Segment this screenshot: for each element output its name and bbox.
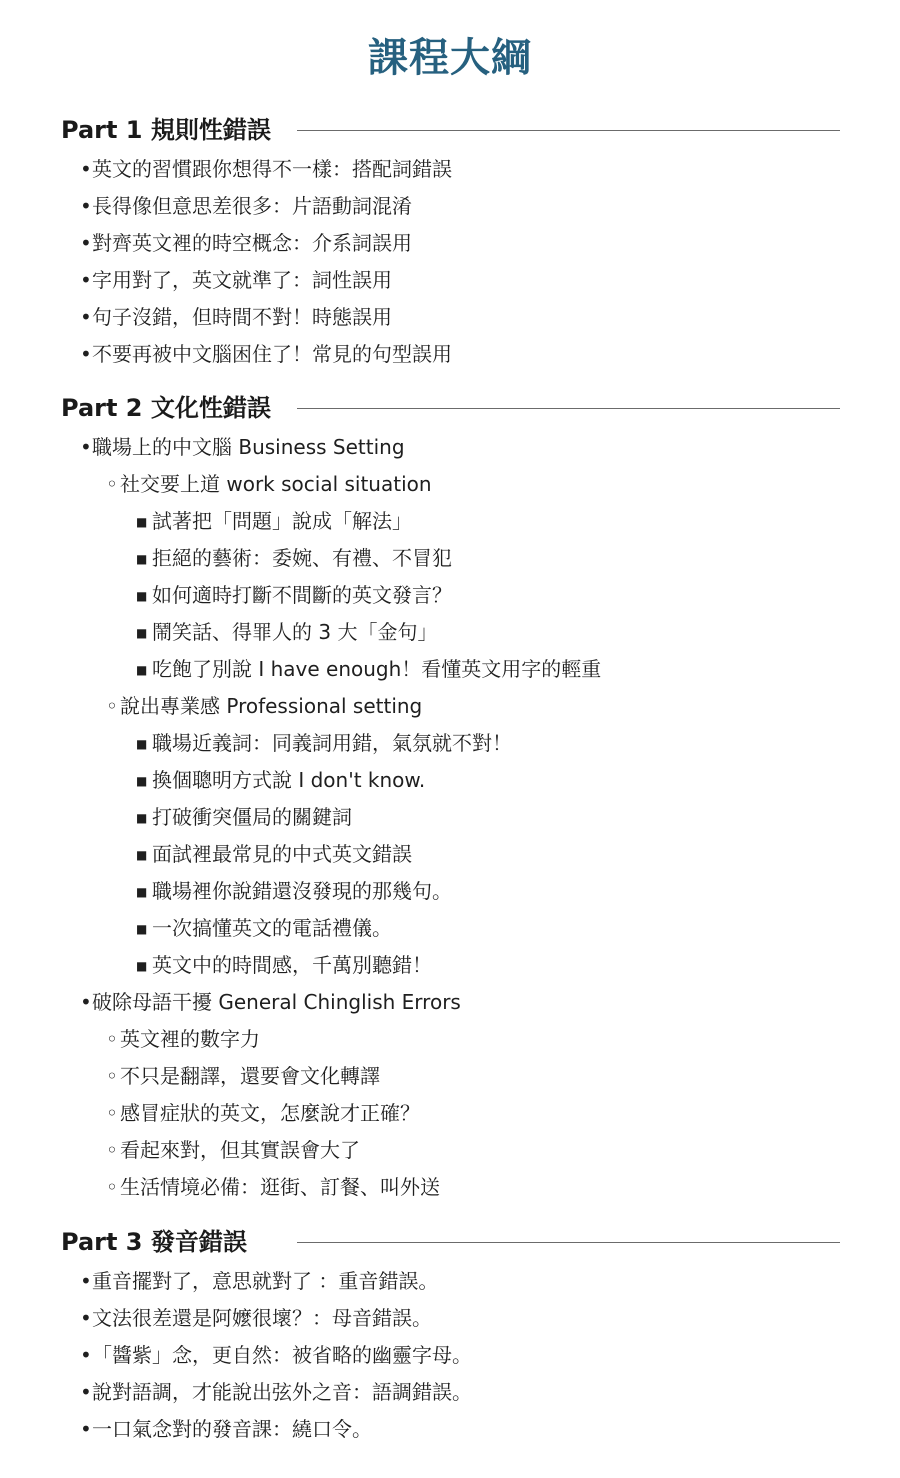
list-item [0,836,900,873]
section-heading-label: Part 1 規則性錯誤 [61,116,271,144]
list-item-text: 吃飽了別說 I have enough！看懂英文用字的輕重 [152,657,602,681]
section-part-1 [0,113,900,373]
list-item-text: 破除母語干擾 General Chinglish Errors [92,990,461,1014]
list-item [0,725,900,762]
list-item [0,540,900,577]
list-item-text: 職場近義詞：同義詞用錯，氣氛就不對！ [152,731,512,755]
bullet-marker: • [80,1306,92,1330]
list-item-text: 感冒症狀的英文，怎麼說才正確？ [120,1101,420,1125]
list-item [0,1300,900,1337]
list-item-text: 看起來對，但其實誤會大了 [120,1138,360,1162]
list-item-text: 英文裡的數字力 [120,1027,260,1051]
bullet-marker: • [80,990,92,1014]
list-item [0,1263,900,1300]
bullet-marker: • [80,342,92,366]
circle-marker: ◦ [106,1027,118,1051]
list-item-group [0,429,900,466]
square-marker: ■ [136,774,148,788]
section-divider-line [297,408,840,409]
section-part-3 [0,1225,900,1448]
square-marker: ■ [136,663,148,677]
section-part-2 [0,391,900,1206]
list-item [0,336,900,373]
list-item [0,1021,900,1058]
list-item [0,799,900,836]
list-item [0,225,900,262]
list-item [0,503,900,540]
section-heading-part-2 [0,391,900,425]
list-item-text: 說出專業感 Professional setting [120,694,423,718]
list-item-text: 職場裡你說錯還沒發現的那幾句。 [152,879,452,903]
list-item [0,151,900,188]
list-item-text: 句子沒錯，但時間不對！時態誤用 [92,305,392,329]
list-item-text: 面試裡最常見的中式英文錯誤 [152,842,412,866]
list-item-text: 一口氣念對的發音課：繞口令。 [92,1417,372,1441]
list-item [0,1132,900,1169]
list-item [0,188,900,225]
list-item [0,1337,900,1374]
bullet-marker: • [80,435,92,459]
list-item [0,1058,900,1095]
bullet-marker: • [80,305,92,329]
bullet-marker: • [80,1380,92,1404]
list-item [0,262,900,299]
list-item-text: 社交要上道 work social situation [120,472,432,496]
list-item [0,614,900,651]
bullet-marker: • [80,1343,92,1367]
list-item-text: 不要再被中文腦困住了！常見的句型誤用 [92,342,452,366]
list-item [0,1169,900,1206]
list-item-text: 試著把「問題」說成「解法」 [152,509,412,533]
list-item-text: 文法很差還是阿嬤很壞？：母音錯誤。 [92,1306,432,1330]
list-item-text: 重音擺對了，意思就對了 ：重音錯誤。 [92,1269,439,1293]
list-item-text: 生活情境必備：逛街、訂餐、叫外送 [120,1175,440,1199]
section-divider-line [297,1242,840,1243]
list-item-group [0,984,900,1021]
list-item [0,1411,900,1448]
circle-marker: ◦ [106,1138,118,1162]
square-marker: ■ [136,885,148,899]
bullet-marker: • [80,231,92,255]
bullet-marker: • [80,194,92,218]
square-marker: ■ [136,811,148,825]
list-item-text: 對齊英文裡的時空概念：介系詞誤用 [92,231,412,255]
section-divider-line [297,130,840,131]
list-item [0,762,900,799]
bullet-marker: • [80,157,92,181]
circle-marker: ◦ [106,1175,118,1199]
bullet-marker: • [80,1269,92,1293]
square-marker: ■ [136,552,148,566]
circle-marker: ◦ [106,1101,118,1125]
list-item [0,1374,900,1411]
list-item-text: 拒絕的藝術：委婉、有禮、不冒犯 [152,546,452,570]
section-heading-part-3 [0,1225,900,1259]
list-item [0,873,900,910]
square-marker: ■ [136,626,148,640]
list-item [0,910,900,947]
list-item-text: 打破衝突僵局的關鍵詞 [152,805,352,829]
circle-marker: ◦ [106,1064,118,1088]
square-marker: ■ [136,922,148,936]
list-item-text: 字用對了，英文就準了：詞性誤用 [92,268,392,292]
list-item-text: 如何適時打斷不間斷的英文發言？ [152,583,452,607]
list-item-text: 「醬紫」念，更自然：被省略的幽靈字母。 [92,1343,472,1367]
list-item [0,947,900,984]
list-item [0,577,900,614]
list-item-text: 不只是翻譯，還要會文化轉譯 [120,1064,380,1088]
list-item-text: 換個聰明方式說 I don't know. [152,768,426,792]
list-item-text: 英文的習慣跟你想得不一樣：搭配詞錯誤 [92,157,452,181]
section-heading-label: Part 3 發音錯誤 [61,1228,247,1256]
list-item-text: 長得像但意思差很多：片語動詞混淆 [92,194,412,218]
square-marker: ■ [136,515,148,529]
section-heading-part-1 [0,113,900,147]
list-subgroup [0,688,900,725]
square-marker: ■ [136,848,148,862]
square-marker: ■ [136,959,148,973]
list-item-text: 鬧笑話、得罪人的 3 大「金句」 [152,620,438,644]
square-marker: ■ [136,737,148,751]
list-item [0,299,900,336]
list-item-text: 職場上的中文腦 Business Setting [92,435,405,459]
page-title: 課程大綱 [368,35,532,81]
list-subgroup [0,466,900,503]
list-item [0,651,900,688]
bullet-marker: • [80,268,92,292]
section-heading-label: Part 2 文化性錯誤 [61,394,271,422]
circle-marker: ◦ [106,694,118,718]
list-item-text: 一次搞懂英文的電話禮儀。 [152,916,392,940]
bullet-marker: • [80,1417,92,1441]
circle-marker: ◦ [106,472,118,496]
list-item-text: 英文中的時間感，千萬別聽錯！ [152,953,432,977]
square-marker: ■ [136,589,148,603]
list-item [0,1095,900,1132]
list-item-text: 說對語調，才能說出弦外之音：語調錯誤。 [92,1380,472,1404]
